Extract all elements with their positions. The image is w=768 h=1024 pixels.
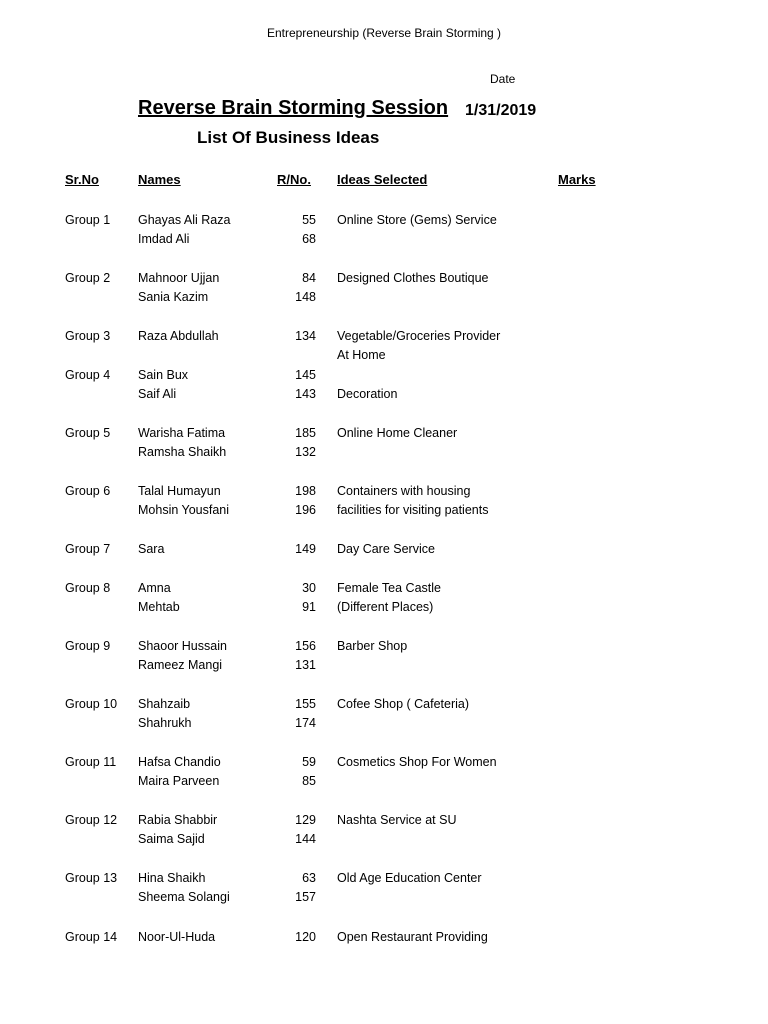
- member-name: Rameez Mangi: [138, 658, 223, 672]
- roll-number: 85: [302, 774, 316, 788]
- group-label: Group 7: [65, 542, 111, 556]
- page-subtitle: List Of Business Ideas: [197, 128, 380, 147]
- member-name: Imdad Ali: [138, 232, 190, 246]
- roll-number: 145: [295, 368, 316, 382]
- column-header-marks: Marks: [558, 172, 596, 187]
- roll-number: 185: [295, 426, 316, 440]
- group-label: Group 6: [65, 484, 111, 498]
- column-header-sr: Sr.No: [65, 172, 99, 187]
- group-label: Group 2: [65, 271, 111, 285]
- idea-text: facilities for visiting patients: [337, 503, 489, 517]
- roll-number: 55: [302, 213, 316, 227]
- roll-number: 157: [295, 890, 316, 904]
- idea-text: Day Care Service: [337, 542, 435, 556]
- roll-number: 198: [295, 484, 316, 498]
- column-header-rno: R/No.: [277, 172, 311, 187]
- member-name: Amna: [138, 581, 171, 595]
- group-label: Group 1: [65, 213, 111, 227]
- member-name: Ramsha Shaikh: [138, 445, 227, 459]
- member-name: Ghayas Ali Raza: [138, 213, 231, 227]
- roll-number: 132: [295, 445, 316, 459]
- page-title: Reverse Brain Storming Session: [138, 97, 449, 119]
- roll-number: 120: [295, 930, 316, 944]
- date-label: Date: [490, 72, 516, 86]
- member-name: Sania Kazim: [138, 290, 209, 304]
- roll-number: 143: [295, 387, 316, 401]
- course-heading: Entrepreneurship (Reverse Brain Storming ): [266, 26, 502, 40]
- roll-number: 144: [295, 832, 316, 846]
- member-name: Shaoor Hussain: [138, 639, 227, 653]
- group-label: Group 13: [65, 871, 118, 885]
- roll-number: 156: [295, 639, 316, 653]
- roll-number: 129: [295, 813, 316, 827]
- group-label: Group 11: [65, 755, 117, 769]
- roll-number: 84: [302, 271, 316, 285]
- member-name: Maira Parveen: [138, 774, 220, 788]
- idea-text: Decoration: [337, 387, 398, 401]
- column-header-names: Names: [138, 172, 181, 187]
- session-date: 1/31/2019: [465, 102, 537, 119]
- column-header-ideas: Ideas Selected: [337, 172, 428, 187]
- roll-number: 63: [302, 871, 316, 885]
- idea-text: Cofee Shop ( Cafeteria): [337, 697, 470, 711]
- member-name: Hafsa Chandio: [138, 755, 221, 769]
- member-name: Sheema Solangi: [138, 890, 230, 904]
- group-label: Group 12: [65, 813, 118, 827]
- idea-text: Nashta Service at SU: [337, 813, 457, 827]
- idea-text: Cosmetics Shop For Women: [337, 755, 497, 769]
- member-name: Talal Humayun: [138, 484, 221, 498]
- member-name: Rabia Shabbir: [138, 813, 218, 827]
- roll-number: 131: [295, 658, 316, 672]
- member-name: Warisha Fatima: [138, 426, 226, 440]
- idea-text: Online Home Cleaner: [337, 426, 458, 440]
- member-name: Shahzaib: [138, 697, 191, 711]
- member-name: Noor-Ul-Huda: [138, 930, 216, 944]
- roll-number: 59: [302, 755, 316, 769]
- idea-text: Vegetable/Groceries Provider: [337, 329, 501, 343]
- roll-number: 174: [295, 716, 316, 730]
- member-name: Mehtab: [138, 600, 180, 614]
- member-name: Shahrukh: [138, 716, 192, 730]
- member-name: Raza Abdullah: [138, 329, 219, 343]
- group-label: Group 4: [65, 368, 111, 382]
- member-name: Hina Shaikh: [138, 871, 206, 885]
- group-label: Group 8: [65, 581, 111, 595]
- idea-text: (Different Places): [337, 600, 434, 614]
- roll-number: 149: [295, 542, 316, 556]
- idea-text: Online Store (Gems) Service: [337, 213, 497, 227]
- idea-text: Female Tea Castle: [337, 581, 441, 595]
- group-label: Group 14: [65, 930, 118, 944]
- group-label: Group 10: [65, 697, 118, 711]
- member-name: Saima Sajid: [138, 832, 205, 846]
- member-name: Sain Bux: [138, 368, 189, 382]
- group-label: Group 3: [65, 329, 111, 343]
- roll-number: 91: [302, 600, 316, 614]
- roll-number: 148: [295, 290, 316, 304]
- roll-number: 196: [295, 503, 316, 517]
- idea-text: Open Restaurant Providing: [337, 930, 488, 944]
- idea-text: Barber Shop: [337, 639, 408, 653]
- roll-number: 30: [302, 581, 316, 595]
- member-name: Mohsin Yousfani: [138, 503, 230, 517]
- idea-text: At Home: [337, 348, 386, 362]
- member-name: Mahnoor Ujjan: [138, 271, 220, 285]
- idea-text: Designed Clothes Boutique: [337, 271, 489, 285]
- roll-number: 68: [302, 232, 316, 246]
- group-label: Group 5: [65, 426, 111, 440]
- roll-number: 134: [295, 329, 316, 343]
- idea-text: Old Age Education Center: [337, 871, 482, 885]
- member-name: Sara: [138, 542, 165, 556]
- roll-number: 155: [295, 697, 316, 711]
- member-name: Saif Ali: [138, 387, 177, 401]
- group-label: Group 9: [65, 639, 111, 653]
- idea-text: Containers with housing: [337, 484, 471, 498]
